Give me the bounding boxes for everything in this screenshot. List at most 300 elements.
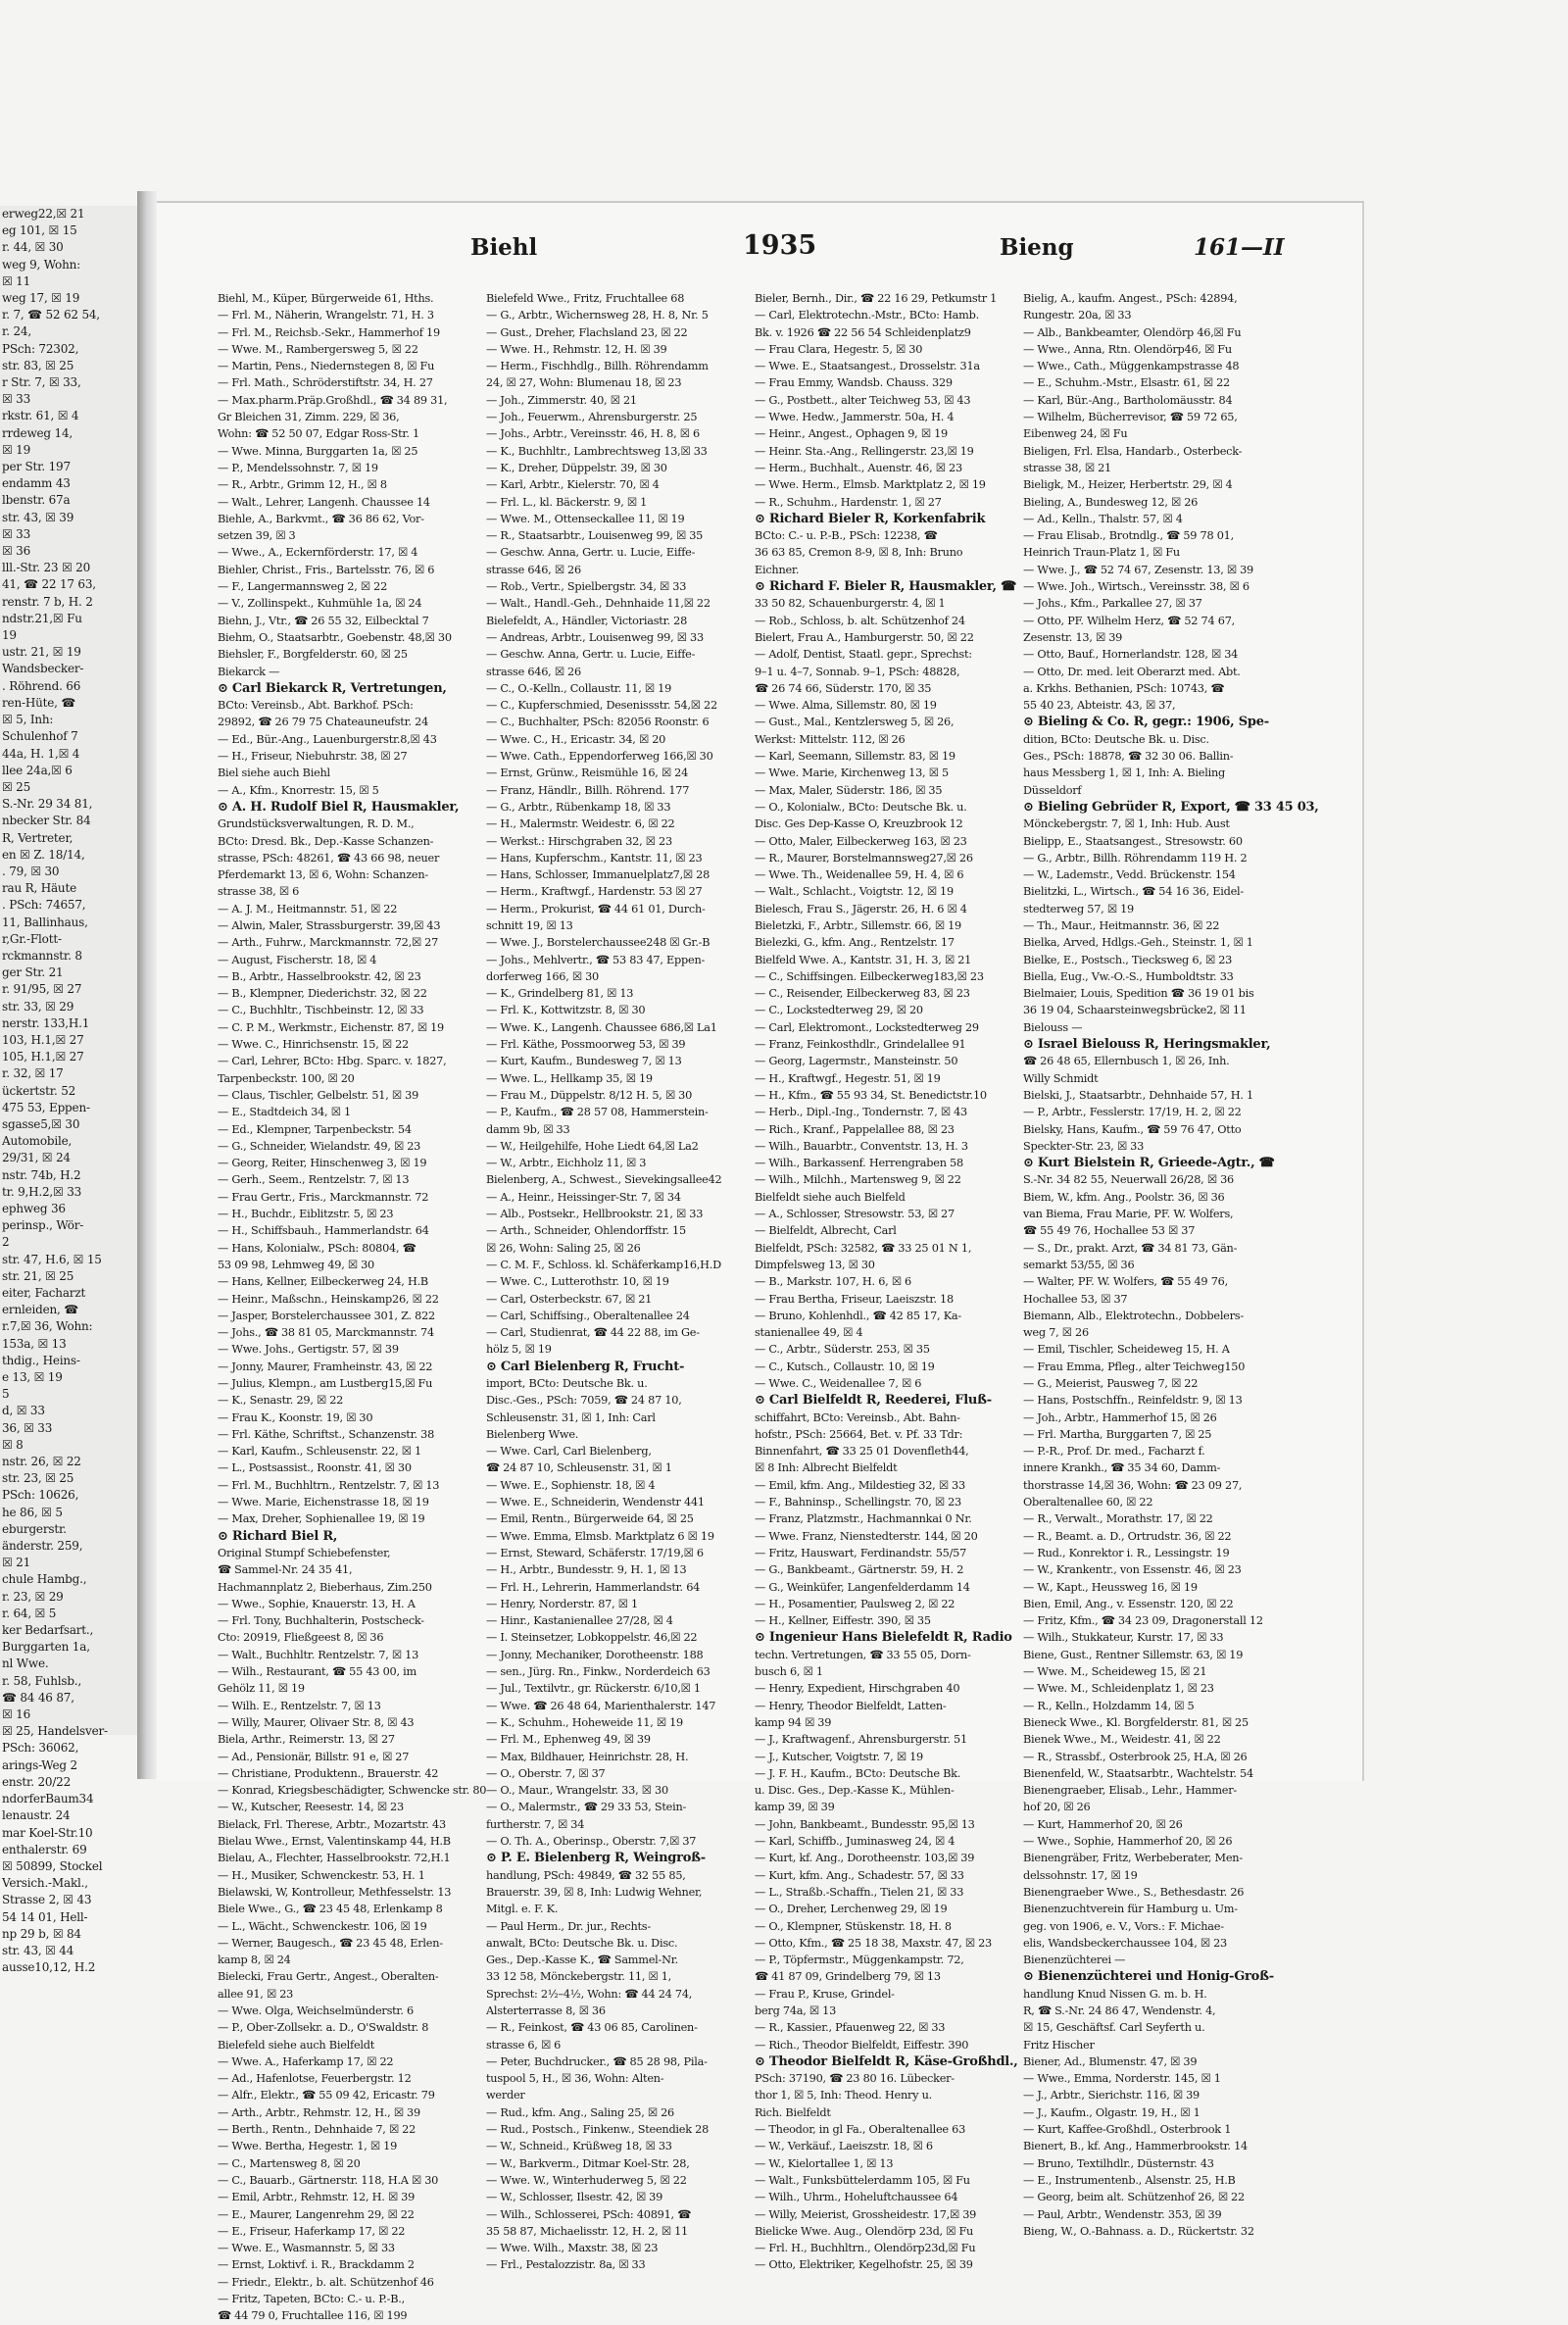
directory-entry-line: — C., Buchhalter, PSch: 82056 Roonstr. 6 <box>486 716 710 729</box>
left-page-line: r. 32, ☒ 17 <box>2 1066 64 1081</box>
directory-entry-line: — Georg, Reiter, Hinschenweg 3, ☒ 19 <box>218 1157 427 1170</box>
directory-entry-line: — E., Friseur, Haferkamp 17, ☒ 22 <box>218 2224 406 2238</box>
directory-entry-line: — Wwe., Cath., Müggenkampstrasse 48 <box>1023 360 1240 373</box>
directory-entry-line: 9–1 u. 4–7, Sonnab. 9–1, PSch: 48828, <box>755 665 960 678</box>
left-page-line: 105, H.1,☒ 27 <box>2 1050 84 1064</box>
directory-entry-line: — Emil, kfm. Ang., Mildestieg 32, ☒ 33 <box>755 1478 965 1492</box>
directory-entry-line: — Wilh., Barkassenf. Herrengraben 58 <box>755 1157 963 1170</box>
directory-entry-line: Bielefeld siehe auch Bielfeldt <box>218 2038 375 2052</box>
directory-entry-line: — C., O.-Kelln., Collaustr. 11, ☒ 19 <box>486 681 672 695</box>
directory-entry-line: — Wwe. M., Schleidenplatz 1, ☒ 23 <box>1023 1682 1214 1696</box>
directory-entry-line: geg. von 1906, e. V., Vors.: F. Michae- <box>1023 1919 1224 1933</box>
directory-entry-line: — Frl. M., Reichsb.-Sekr., Hammerhof 19 <box>218 325 440 339</box>
directory-entry-line: — Emil, Tischler, Scheideweg 15, H. A <box>1023 1343 1230 1357</box>
directory-entry-line: — Herm., Buchhalt., Auenstr. 46, ☒ 23 <box>755 461 962 474</box>
left-page-line: d, ☒ 33 <box>2 1404 45 1418</box>
directory-entry-line: — Werkst.: Hirschgraben 32, ☒ 23 <box>486 834 672 848</box>
directory-entry-line: — Arth., Arbtr., Rehmstr. 12, H., ☒ 39 <box>218 2105 420 2119</box>
directory-entry-line: — Henry, Expedient, Hirschgraben 40 <box>755 1682 960 1696</box>
directory-entry-line: — Paul, Arbtr., Wendenstr. 353, ☒ 39 <box>1023 2207 1222 2221</box>
directory-entry-line: — E., Maurer, Langenrehm 29, ☒ 22 <box>218 2207 415 2221</box>
running-head-last-entry: Bieng <box>1000 234 1074 261</box>
left-page-line: PSch: 10626, <box>2 1488 79 1503</box>
left-page-line: ☒ 19 <box>2 442 31 457</box>
left-page-line: r Str. 7, ☒ 33, <box>2 375 81 390</box>
left-page-line: 19 <box>2 628 17 643</box>
directory-entry-line: strasse 6, ☒ 6 <box>486 2038 562 2052</box>
directory-entry-line: Bielezki, G., kfm. Ang., Rentzelstr. 17 <box>755 936 955 950</box>
directory-entry-line: ⊙ Bieling Gebrüder R, Export, ☎ 33 45 03, <box>1023 799 1319 815</box>
directory-entry-line: S.-Nr. 34 82 55, Neuerwall 26/28, ☒ 36 <box>1023 1173 1234 1187</box>
directory-entry-line: — Herm., Kraftwgf., Hardenstr. 53 ☒ 27 <box>486 885 703 899</box>
directory-entry-line: — Heinr., Maßschn., Heinskamp26, ☒ 22 <box>218 1292 439 1306</box>
directory-entry-line: ⊙ A. H. Rudolf Biel R, Hausmakler, <box>218 799 460 815</box>
directory-entry-line: — H., Musiker, Schwenckestr. 53, H. 1 <box>218 1868 425 1882</box>
directory-entry-line: Düsseldorf <box>1023 783 1082 797</box>
directory-entry-line: Rich. Bielfeldt <box>755 2105 831 2119</box>
directory-entry-line: Bieler, Bernh., Dir., ☎ 22 16 29, Petkumstr 1 <box>755 292 998 305</box>
directory-entry-line: — Frl., Pestalozzistr. 8a, ☒ 33 <box>486 2258 646 2272</box>
directory-entry-line: furtherstr. 7, ☒ 34 <box>486 1817 585 1831</box>
directory-entry-line: — Wilh., Bauarbtr., Conventstr. 13, H. 3 <box>755 1139 968 1153</box>
directory-entry-line: — G., Weinküfer, Langenfelderdamm 14 <box>755 1580 970 1594</box>
directory-entry-line: Bieling, A., Bundesweg 12, ☒ 26 <box>1023 495 1199 509</box>
left-page-line: ustr. 21, ☒ 19 <box>2 645 81 660</box>
directory-entry-line: — Walt., Handl.-Geh., Dehnhaide 11,☒ 22 <box>486 597 710 611</box>
directory-entry-line: u. Disc. Ges., Dep.-Kasse K., Mühlen- <box>755 1784 955 1798</box>
left-page-line: Automobile, <box>2 1134 73 1149</box>
directory-entry-line: Bielsky, Hans, Kaufm., ☎ 59 76 47, Otto <box>1023 1122 1242 1136</box>
left-page-line: 5 <box>2 1387 10 1402</box>
left-page-line: weg 9, Wohn: <box>2 257 80 272</box>
directory-entry-line: BCto: Dresd. Bk., Dep.-Kasse Schanzen- <box>218 834 434 848</box>
directory-entry-line: — Karl, Bür.-Ang., Bartholomäusstr. 84 <box>1023 393 1233 407</box>
directory-entry-line: Biemann, Alb., Elektrotechn., Dobbelers- <box>1023 1309 1244 1322</box>
left-page-line: arings-Weg 2 <box>2 1757 77 1772</box>
directory-entry-line: — V., Zollinspekt., Kuhmühle 1a, ☒ 24 <box>218 597 422 611</box>
directory-entry-line: 55 40 23, Abteistr. 43, ☒ 37, <box>1023 699 1176 713</box>
directory-entry-line: Bienert, B., kf. Ang., Hammerbrookstr. 14 <box>1023 2140 1248 2153</box>
left-page-line: 44a, H. 1,☒ 4 <box>2 746 80 761</box>
directory-entry-line: — Wwe., Anna, Rtn. Olendörp46, ☒ Fu <box>1023 342 1232 356</box>
directory-entry-line: — John, Bankbeamt., Bundesstr. 95,☒ 13 <box>755 1817 975 1831</box>
left-page-line: ker Bedarfsart., <box>2 1623 94 1638</box>
directory-entry-line: — G., Meierist, Pausweg 7, ☒ 22 <box>1023 1377 1199 1390</box>
directory-entry-line: — C., Martensweg 8, ☒ 20 <box>218 2156 361 2170</box>
left-page-line: Strasse 2, ☒ 43 <box>2 1893 92 1907</box>
directory-entry-line: — Wwe. Hedw., Jammerstr. 50a, H. 4 <box>755 411 955 424</box>
directory-entry-line: — R., Beamt. a. D., Ortrudstr. 36, ☒ 22 <box>1023 1529 1232 1543</box>
directory-entry-line: — Carl, Studienrat, ☎ 44 22 88, im Ge- <box>486 1326 700 1340</box>
directory-entry-line: BCto: C.- u. P.-B., PSch: 12238, ☎ <box>755 529 938 543</box>
left-page-line: lll.-Str. 23 ☒ 20 <box>2 561 90 575</box>
directory-entry-line: — Wilh., Uhrm., Hoheluftchaussee 64 <box>755 2191 958 2204</box>
directory-entry-line: — O., Maur., Wrangelstr. 33, ☒ 30 <box>486 1784 668 1798</box>
left-page-line: r. 91/95, ☒ 27 <box>2 982 82 997</box>
left-page-line: ☒ 16 <box>2 1707 31 1722</box>
directory-entry-line: — Wwe. Minna, Burggarten 1a, ☒ 25 <box>218 444 418 458</box>
directory-entry-line: — Herm., Prokurist, ☎ 44 61 01, Durch- <box>486 902 706 915</box>
directory-entry-line: Gehölz 11, ☒ 19 <box>218 1682 305 1696</box>
directory-entry-line: ⊙ Richard Bieler R, Korkenfabrik <box>755 511 986 526</box>
left-page-line: lbenstr. 67a <box>2 493 71 508</box>
directory-entry-line: — Ed., Klempner, Tarpenbeckstr. 54 <box>218 1122 412 1136</box>
directory-entry-line: stanienallee 49, ☒ 4 <box>755 1326 863 1340</box>
left-page-line: llee 24a,☒ 6 <box>2 763 73 777</box>
directory-entry-line: ⊙ P. E. Bielenberg R, Weingroß- <box>486 1851 706 1866</box>
directory-entry-line: — Rud., Konrektor i. R., Lessingstr. 19 <box>1023 1546 1230 1559</box>
directory-entry-line: — K., Senastr. 29, ☒ 22 <box>218 1394 344 1408</box>
directory-entry-line: — Karl, Kaufm., Schleusenstr. 22, ☒ 1 <box>218 1445 421 1459</box>
directory-entry-line: — Hans, Postschffn., Reinfeldstr. 9, ☒ 13 <box>1023 1394 1243 1408</box>
directory-entry-line: — Frl. H., Buchhltrn., Olendörp23d,☒ Fu <box>755 2242 976 2255</box>
directory-entry-line: — sen., Jürg. Rn., Finkw., Norderdeich 63 <box>486 1665 710 1679</box>
left-page-line: ☒ 11 <box>2 273 31 288</box>
directory-entry-line: — August, Fischerstr. 18, ☒ 4 <box>218 953 377 966</box>
directory-entry-line: ⊙ Bienenzüchterei und Honig-Groß- <box>1023 1969 1274 1985</box>
left-page-line: sgasse5,☒ 30 <box>2 1116 80 1131</box>
directory-entry-line: — Wwe. A., Haferkamp 17, ☒ 22 <box>218 2054 394 2068</box>
directory-entry-line: Tarpenbeckstr. 100, ☒ 20 <box>218 1071 355 1085</box>
directory-entry-line: — H., Posamentier, Paulsweg 2, ☒ 22 <box>755 1597 956 1610</box>
left-page-line: r. 23, ☒ 29 <box>2 1589 64 1604</box>
left-page-line: ☒ 36 <box>2 544 31 559</box>
directory-entry-line: — Wwe. C., Weidenallee 7, ☒ 6 <box>755 1377 922 1390</box>
directory-entry-line: — Jonny, Mechaniker, Dorotheenstr. 188 <box>486 1648 704 1661</box>
directory-entry-line: — Joh., Feuerwm., Ahrensburgerstr. 25 <box>486 411 698 424</box>
left-page-line: str. 83, ☒ 25 <box>2 358 74 372</box>
directory-entry-line: 29892, ☎ 26 79 75 Chateauneufstr. 24 <box>218 716 429 729</box>
directory-entry-line: — Johs., Mehlvertr., ☎ 53 83 47, Eppen- <box>486 953 706 966</box>
left-page-line: ☒ 5, Inh: <box>2 713 54 727</box>
directory-entry-line: — Wilh., Schlosserei, PSch: 40891, ☎ <box>486 2207 692 2221</box>
directory-entry-line: 33 50 82, Schauenburgerstr. 4, ☒ 1 <box>755 597 946 611</box>
directory-entry-line: — Frl. M., Näherin, Wrangelstr. 71, H. 3 <box>218 309 434 322</box>
directory-entry-line: Bielfeldt, PSch: 32582, ☎ 33 25 01 N 1, <box>755 1241 972 1255</box>
directory-entry-line: — S., Dr., prakt. Arzt, ☎ 34 81 73, Gän- <box>1023 1241 1238 1255</box>
directory-entry-line: — Frau P., Kruse, Grindel- <box>755 1987 895 2001</box>
left-page-line: 54 14 01, Hell- <box>2 1909 88 1924</box>
directory-entry-line: — W., Schlosser, Ilsestr. 42, ☒ 39 <box>486 2191 663 2204</box>
directory-entry-line: — R., Maurer, Borstelmannsweg27,☒ 26 <box>755 851 973 865</box>
directory-entry-line: — Heinr. Sta.-Ang., Rellingerstr. 23,☒ 19 <box>755 444 974 458</box>
directory-entry-line: — Gust., Mal., Kentzlersweg 5, ☒ 26, <box>755 716 955 729</box>
directory-entry-line: 36 19 04, Schaarsteinwegsbrücke2, ☒ 11 <box>1023 1004 1247 1017</box>
directory-entry-line: Biener, Ad., Blumenstr. 47, ☒ 39 <box>1023 2054 1198 2068</box>
directory-entry-line: — Carl, Osterbeckstr. 67, ☒ 21 <box>486 1292 653 1306</box>
directory-entry-line: — C., Lockstedterweg 29, ☒ 20 <box>755 1004 923 1017</box>
directory-entry-line: — Wwe. Olga, Weichselmünderstr. 6 <box>218 2003 414 2017</box>
directory-entry-line: Biela, Arthr., Reimerstr. 13, ☒ 27 <box>218 1733 395 1747</box>
directory-entry-line: — Otto, Bauf., Hornerlandstr. 128, ☒ 34 <box>1023 648 1239 662</box>
directory-entry-line: — W., Lademstr., Vedd. Brückenstr. 154 <box>1023 868 1236 882</box>
directory-entry-line: ☎ 41 87 09, Grindelberg 79, ☒ 13 <box>755 1970 941 1984</box>
left-page-line: ernleiden, ☎ <box>2 1303 79 1317</box>
directory-entry-line: — Kurt, Hammerhof 20, ☒ 26 <box>1023 1817 1183 1831</box>
directory-entry-line: — Ernst, Grünw., Reismühle 16, ☒ 24 <box>486 767 689 780</box>
directory-entry-line: ☎ 44 79 0, Fruchtallee 116, ☒ 199 <box>218 2309 408 2323</box>
directory-entry-line: — Heinr., Angest., Ophagen 9, ☒ 19 <box>755 427 948 441</box>
directory-entry-line: — Bielfeldt, Albrecht, Carl <box>755 1224 897 1238</box>
directory-entry-line: delssohnstr. 17, ☒ 19 <box>1023 1868 1138 1882</box>
directory-entry-line: — Konrad, Kriegsbeschädigter, Schwencke str. 80 <box>218 1784 487 1798</box>
left-page-line: 153a, ☒ 13 <box>2 1336 67 1351</box>
page-number: 161—II <box>1194 234 1285 261</box>
directory-entry-line: — Joh., Arbtr., Hammerhof 15, ☒ 26 <box>1023 1410 1217 1424</box>
directory-entry-line: ⊙ Kurt Bielstein R, Grieede-Agtr., ☎ <box>1023 1156 1275 1171</box>
directory-entry-line: — Frau K., Koonstr. 19, ☒ 30 <box>218 1410 373 1424</box>
directory-entry-line: — Emil, Rentn., Bürgerweide 64, ☒ 25 <box>486 1512 694 1526</box>
directory-entry-line: — Fritz, Kfm., ☎ 34 23 09, Dragonerstall 12 <box>1023 1614 1263 1628</box>
left-page-line: r,Gr.-Flott- <box>2 931 62 946</box>
directory-entry-line: — R., Kelln., Holzdamm 14, ☒ 5 <box>1023 1699 1195 1712</box>
directory-entry-line: — Martin, Pens., Niedernstegen 8, ☒ Fu <box>218 360 435 373</box>
directory-entry-line: Bielau Wwe., Ernst, Valentinskamp 44, H.B <box>218 1835 451 1849</box>
left-page-line: he 86, ☒ 5 <box>2 1505 63 1519</box>
directory-entry-line: — Wilhelm, Bücherrevisor, ☎ 59 72 65, <box>1023 411 1238 424</box>
directory-entry-line: — Kurt, Kaffee-Großhdl., Osterbrook 1 <box>1023 2123 1232 2137</box>
directory-entry-line: Ges., Dep.-Kasse K., ☎ Sammel-Nr. <box>486 1954 678 1967</box>
directory-entry-line: — Ad., Pensionär, Billstr. 91 e, ☒ 27 <box>218 1750 410 1763</box>
directory-entry-line: — F., Bahninsp., Schellingstr. 70, ☒ 23 <box>755 1496 961 1509</box>
left-page-line: weg 17, ☒ 19 <box>2 291 80 306</box>
directory-entry-line: — Willy, Maurer, Olivaer Str. 8, ☒ 43 <box>218 1715 415 1729</box>
directory-entry-line: — Werner, Baugesch., ☎ 23 45 48, Erlen- <box>218 1936 443 1950</box>
directory-entry-line: allee 91, ☒ 23 <box>218 1987 294 2001</box>
left-page-line: nerstr. 133,H.1 <box>2 1015 90 1030</box>
directory-entry-line: — Wwe. Johs., Gertigstr. 57, ☒ 39 <box>218 1343 399 1357</box>
directory-entry-line: — Frl. Math., Schröderstiftstr. 34, H. 27 <box>218 376 433 390</box>
directory-entry-line: thorstrasse 14,☒ 36, Wohn: ☎ 23 09 27, <box>1023 1478 1243 1492</box>
directory-entry-line: 24, ☒ 27, Wohn: Blumenau 18, ☒ 23 <box>486 376 682 390</box>
directory-entry-line: kamp 94 ☒ 39 <box>755 1715 832 1729</box>
directory-entry-line: Grundstücksverwaltungen, R. D. M., <box>218 817 415 831</box>
directory-entry-line: ⊙ Richard F. Bieler R, Hausmakler, ☎ <box>755 579 1017 595</box>
directory-entry-line: hofstr., PSch: 25664, Bet. v. Pf. 33 Tdr: <box>755 1427 963 1441</box>
directory-entry-line: — C., Reisender, Eilbeckerweg 83, ☒ 23 <box>755 987 970 1001</box>
directory-entry-line: — Rob., Schloss, b. alt. Schützenhof 24 <box>755 614 965 627</box>
directory-entry-line: — Geschw. Anna, Gertr. u. Lucie, Eiffe- <box>486 648 696 662</box>
directory-entry-line: — Wwe. M., Rambergersweg 5, ☒ 22 <box>218 342 418 356</box>
directory-entry-line: ⊙ Bieling & Co. R, gegr.: 1906, Spe- <box>1023 715 1269 730</box>
directory-entry-line: Mitgl. e. F. K. <box>486 1903 559 1916</box>
directory-entry-line: — Johs., Kfm., Parkallee 27, ☒ 37 <box>1023 597 1202 611</box>
directory-entry-line: ☎ 26 48 65, Ellernbusch 1, ☒ 26, Inh. <box>1023 1055 1230 1068</box>
left-page-line: e 13, ☒ 19 <box>2 1370 63 1385</box>
directory-entry-line: — Max, Maler, Süderstr. 186, ☒ 35 <box>755 783 943 797</box>
left-page-line: 103, H.1,☒ 27 <box>2 1032 84 1047</box>
left-page-fragment <box>0 206 139 1975</box>
directory-entry-line: — Ad., Hafenlotse, Feuerbergstr. 12 <box>218 2072 412 2086</box>
directory-entry-line: — Walter, PF. W. Wolfers, ☎ 55 49 76, <box>1023 1275 1228 1289</box>
directory-entry-line: — Wwe. Joh., Wirtsch., Vereinsstr. 38, ☒ 6 <box>1023 580 1250 594</box>
directory-entry-line: — Wilh., Milchh., Martensweg 9, ☒ 22 <box>755 1173 961 1187</box>
directory-entry-line: Disc. Ges Dep-Kasse O, Kreuzbrook 12 <box>755 817 963 831</box>
directory-entry-line: — W., Verkäuf., Laeiszstr. 18, ☒ 6 <box>755 2140 933 2153</box>
directory-entry-line: — Frl. M., Buchhltrn., Rentzelstr. 7, ☒ 13 <box>218 1478 440 1492</box>
directory-entry-line: — Rud., Postsch., Finkenw., Steendiek 28 <box>486 2123 710 2137</box>
directory-entry-line: — Wwe., Emma, Norderstr. 145, ☒ 1 <box>1023 2072 1221 2086</box>
directory-entry-line: dition, BCto: Deutsche Bk. u. Disc. <box>1023 732 1209 746</box>
directory-entry-line: ☎ 55 49 76, Hochallee 53 ☒ 37 <box>1023 1224 1196 1238</box>
directory-entry-line: 35 58 87, Michaelisstr. 12, H. 2, ☒ 11 <box>486 2224 688 2238</box>
directory-entry-line: — Karl, Seemann, Sillemstr. 83, ☒ 19 <box>755 750 956 764</box>
directory-entry-line: — Henry, Theodor Bielfeldt, Latten- <box>755 1699 947 1712</box>
running-head-first-entry: Biehl <box>470 234 538 261</box>
directory-entry-line: — Wwe., A., Eckernförderstr. 17, ☒ 4 <box>218 546 418 560</box>
directory-entry-line: — Geschw. Anna, Gertr. u. Lucie, Eiffe- <box>486 546 696 560</box>
left-page-line: ndstr.21,☒ Fu <box>2 611 82 625</box>
left-page-line: R, Vertreter, <box>2 830 74 845</box>
left-page-line: ☒ 25 <box>2 779 31 794</box>
directory-entry-line: — H., Buchdr., Eiblitzstr. 5, ☒ 23 <box>218 1208 394 1221</box>
left-page-line: en ☒ Z. 18/14, <box>2 847 85 862</box>
directory-entry-line: — Otto, Elektriker, Kegelhofstr. 25, ☒ 39 <box>755 2258 973 2272</box>
directory-entry-line: Biehm, O., Staatsarbtr., Goebenstr. 48,☒ 30 <box>218 630 452 644</box>
directory-entry-line: — R., Verwalt., Morathstr. 17, ☒ 22 <box>1023 1512 1213 1526</box>
directory-entry-line: Gr Bleichen 31, Zimm. 229, ☒ 36, <box>218 411 400 424</box>
directory-entry-line: ☎ 26 74 66, Süderstr. 170, ☒ 35 <box>755 681 932 695</box>
left-page-line: str. 21, ☒ 25 <box>2 1268 74 1283</box>
directory-entry-line: Cto: 20919, Fließgeest 8, ☒ 36 <box>218 1631 384 1645</box>
directory-entry-line: — Bruno, Kohlenhdl., ☎ 42 85 17, Ka- <box>755 1309 961 1322</box>
directory-entry-line: — Ernst, Steward, Schäferstr. 17/19,☒ 6 <box>486 1546 704 1559</box>
directory-entry-line: — W., Kielortallee 1, ☒ 13 <box>755 2156 894 2170</box>
directory-entry-line: — Julius, Klempn., am Lustberg15,☒ Fu <box>218 1377 433 1390</box>
directory-entry-line: Willy Schmidt <box>1023 1071 1099 1085</box>
left-page-line: nl Wwe. <box>2 1657 49 1671</box>
left-page-line: np 29 b, ☒ 84 <box>2 1926 81 1941</box>
directory-entry-line: R, ☎ S.-Nr. 24 86 47, Wendenstr. 4, <box>1023 2003 1216 2017</box>
directory-entry-line: Binnenfahrt, ☎ 33 25 01 Dovenfleth44, <box>755 1445 969 1459</box>
directory-entry-line: Bielenberg Wwe. <box>486 1427 579 1441</box>
left-page-line: erweg22,☒ 21 <box>2 207 85 221</box>
directory-entry-line: — C. M. F., Schloss. kl. Schäferkamp16,H.D <box>486 1258 721 1271</box>
directory-entry-line: — Otto, Maler, Eilbeckerweg 163, ☒ 23 <box>755 834 967 848</box>
directory-entry-line: — Ad., Kelln., Thalstr. 57, ☒ 4 <box>1023 512 1183 525</box>
directory-entry-line: tuspool 5, H., ☒ 36, Wohn: Alten- <box>486 2072 664 2086</box>
directory-entry-line: — Hinr., Kastanienallee 27/28, ☒ 4 <box>486 1614 673 1628</box>
directory-entry-line: — Willy, Meierist, Grossheidestr. 17,☒ 39 <box>755 2207 977 2221</box>
directory-entry-line: — Wwe. C., Lutterothstr. 10, ☒ 19 <box>486 1275 669 1289</box>
left-page-line: tr. 9,H.2,☒ 33 <box>2 1184 82 1199</box>
directory-entry-line: Dimpfelsweg 13, ☒ 30 <box>755 1258 875 1271</box>
directory-entry-line: — J., Kraftwagenf., Ahrensburgerstr. 51 <box>755 1733 967 1747</box>
directory-entry-line: thor 1, ☒ 5, Inh: Theod. Henry u. <box>755 2089 932 2102</box>
directory-entry-line: Bielmaier, Louis, Spedition ☎ 36 19 01 bis <box>1023 987 1254 1001</box>
directory-entry-line: Bien, Emil, Ang., v. Essenstr. 120, ☒ 22 <box>1023 1597 1234 1610</box>
directory-entry-line: Biem, W., kfm. Ang., Poolstr. 36, ☒ 36 <box>1023 1190 1225 1204</box>
directory-entry-line: — G., Arbtr., Billh. Röhrendamm 119 H. 2 <box>1023 851 1248 865</box>
directory-entry-line: — Rud., kfm. Ang., Saling 25, ☒ 26 <box>486 2105 674 2119</box>
directory-entry-line: — P., Ober-Zollsekr. a. D., O'Swaldstr. 8 <box>218 2021 429 2035</box>
directory-entry-line: Fritz Hischer <box>1023 2038 1095 2052</box>
directory-entry-line: — Frl. Käthe, Possmoorweg 53, ☒ 39 <box>486 1038 686 1052</box>
directory-entry-line: — C., Buchhltr., Tischbeinstr. 12, ☒ 33 <box>218 1004 424 1017</box>
left-page-line: chule Hambg., <box>2 1572 87 1587</box>
directory-entry-line: — A., Schlosser, Stresowstr. 53, ☒ 27 <box>755 1208 955 1221</box>
directory-entry-line: — Walt., Buchhltr. Rentzelstr. 7, ☒ 13 <box>218 1648 419 1661</box>
directory-entry-line: — Alfr., Elektr., ☎ 55 09 42, Ericastr. 79 <box>218 2089 435 2102</box>
left-page-line: Wandsbecker- <box>2 662 84 676</box>
directory-entry-line: — K., Buchhltr., Lambrechtsweg 13,☒ 33 <box>486 444 708 458</box>
directory-entry-line: — Wwe. M., Ottenseckallee 11, ☒ 19 <box>486 512 685 525</box>
left-page-line: str. 47, H.6, ☒ 15 <box>2 1252 102 1266</box>
directory-entry-line: elis, Wandsbeckerchaussee 104, ☒ 23 <box>1023 1936 1227 1950</box>
directory-entry-line: Biehsler, F., Borgfelderstr. 60, ☒ 25 <box>218 648 408 662</box>
directory-entry-line: damm 9b, ☒ 33 <box>486 1122 570 1136</box>
left-page-line: ☒ 21 <box>2 1556 31 1570</box>
directory-entry-line: — Walt., Funksbüttelerdamm 105, ☒ Fu <box>755 2173 970 2187</box>
left-page-line: str. 33, ☒ 29 <box>2 999 74 1014</box>
directory-entry-line: — Alb., Bankbeamter, Olendörp 46,☒ Fu <box>1023 325 1242 339</box>
directory-entry-line: — Herb., Dipl.-Ing., Tondernstr. 7, ☒ 43 <box>755 1106 967 1119</box>
left-page-line: . 79, ☒ 30 <box>2 864 60 878</box>
directory-entry-line: — Otto, Dr. med. leit Oberarzt med. Abt. <box>1023 665 1241 678</box>
left-page-line: mar Koel-Str.10 <box>2 1825 93 1840</box>
directory-entry-line: — Claus, Tischler, Gelbelstr. 51, ☒ 39 <box>218 1088 419 1102</box>
directory-entry-line: — H., Kfm., ☎ 55 93 34, St. Benedictstr.10 <box>755 1088 987 1102</box>
directory-entry-line: ⊙ Carl Bielfeldt R, Reederei, Fluß- <box>755 1393 992 1409</box>
directory-entry-line: Bieligen, Frl. Elsa, Handarb., Osterbeck- <box>1023 444 1243 458</box>
left-page-line: eg 101, ☒ 15 <box>2 223 77 238</box>
directory-entry-line: innere Krankh., ☎ 35 34 60, Damm- <box>1023 1461 1221 1475</box>
left-page-line: 475 53, Eppen- <box>2 1100 90 1114</box>
directory-entry-line: Schleusenstr. 31, ☒ 1, Inh: Carl <box>486 1410 656 1424</box>
directory-entry-line: — A. J. M., Heitmannstr. 51, ☒ 22 <box>218 902 398 915</box>
directory-entry-line: ⊙ Carl Biekarck R, Vertretungen, <box>218 680 447 696</box>
directory-entry-line: — W., Barkverm., Ditmar Koel-Str. 28, <box>486 2156 690 2170</box>
directory-entry-line: hof 20, ☒ 26 <box>1023 1801 1091 1814</box>
directory-entry-line: — Walt., Lehrer, Langenh. Chaussee 14 <box>218 495 430 509</box>
left-page-line: r.7,☒ 36, Wohn: <box>2 1319 93 1334</box>
left-page-line: rau R, Häute <box>2 881 76 896</box>
directory-entry-line: — H., Friseur, Niebuhrstr. 38, ☒ 27 <box>218 750 408 764</box>
directory-entry-line: — K., Schuhm., Hoheweide 11, ☒ 19 <box>486 1715 683 1729</box>
directory-entry-line: — Wilh., Stukkateur, Kurstr. 17, ☒ 33 <box>1023 1631 1224 1645</box>
directory-entry-line: — Wwe. Alma, Sillemstr. 80, ☒ 19 <box>755 699 937 713</box>
directory-entry-line: ☒ 15, Geschäftsf. Carl Seyferth u. <box>1023 2021 1205 2035</box>
directory-entry-line: — Franz, Feinkosthdlr., Grindelallee 91 <box>755 1038 966 1052</box>
directory-entry-line: — Th., Maur., Heitmannstr. 36, ☒ 22 <box>1023 918 1220 932</box>
directory-entry-line: Bielesch, Frau S., Jägerstr. 26, H. 6 ☒ 4 <box>755 902 967 915</box>
directory-entry-line: — Johs., ☎ 38 81 05, Marckmannstr. 74 <box>218 1326 434 1340</box>
directory-entry-line: Bk. v. 1926 ☎ 22 56 54 Schleidenplatz9 <box>755 325 971 339</box>
directory-entry-line: Biella, Eug., Vw.-O.-S., Humboldtstr. 33 <box>1023 969 1234 983</box>
directory-entry-line: — Fritz, Tapeten, BCto: C.- u. P.-B., <box>218 2293 405 2306</box>
directory-entry-line: hölz 5, ☒ 19 <box>486 1343 552 1357</box>
directory-entry-line: — L., Wächt., Schwenckestr. 106, ☒ 19 <box>218 1919 427 1933</box>
directory-entry-line: — Carl, Elektromont., Lockstedterweg 29 <box>755 1020 979 1034</box>
directory-entry-line: Biehl, M., Küper, Bürgerweide 61, Hths. <box>218 292 434 305</box>
directory-entry-line: 53 09 98, Lehmweg 49, ☒ 30 <box>218 1258 374 1271</box>
directory-entry-line: Bienenzüchterei — <box>1023 1954 1126 1967</box>
directory-entry-line: — Frau Clara, Hegestr. 5, ☒ 30 <box>755 342 923 356</box>
directory-entry-line: — Wwe. Bertha, Hegestr. 1, ☒ 19 <box>218 2140 398 2153</box>
directory-entry-line: Bienenzuchtverein für Hamburg u. Um- <box>1023 1903 1238 1916</box>
directory-entry-line: kamp 8, ☒ 24 <box>218 1954 291 1967</box>
left-page-line: PSch: 72302, <box>2 341 79 356</box>
left-page-line: änderstr. 259, <box>2 1539 83 1554</box>
directory-entry-line: — Jul., Textilvtr., gr. Rückerstr. 6/10,☒ 1 <box>486 1682 701 1696</box>
directory-entry-line: — F., Langermannsweg 2, ☒ 22 <box>218 580 388 594</box>
directory-entry-line: — P.-R., Prof. Dr. med., Facharzt f. <box>1023 1445 1205 1459</box>
directory-entry-line: — R., Feinkost, ☎ 43 06 85, Carolinen- <box>486 2021 698 2035</box>
directory-entry-line: Biehler, Christ., Fris., Bartelsstr. 76, ☒ 6 <box>218 563 435 576</box>
directory-entry-line: — J., Arbtr., Sierichstr. 116, ☒ 39 <box>1023 2089 1200 2102</box>
directory-entry-line: — R., Schuhm., Hardenstr. 1, ☒ 27 <box>755 495 942 509</box>
directory-entry-line: — E., Stadtdeich 34, ☒ 1 <box>218 1106 351 1119</box>
